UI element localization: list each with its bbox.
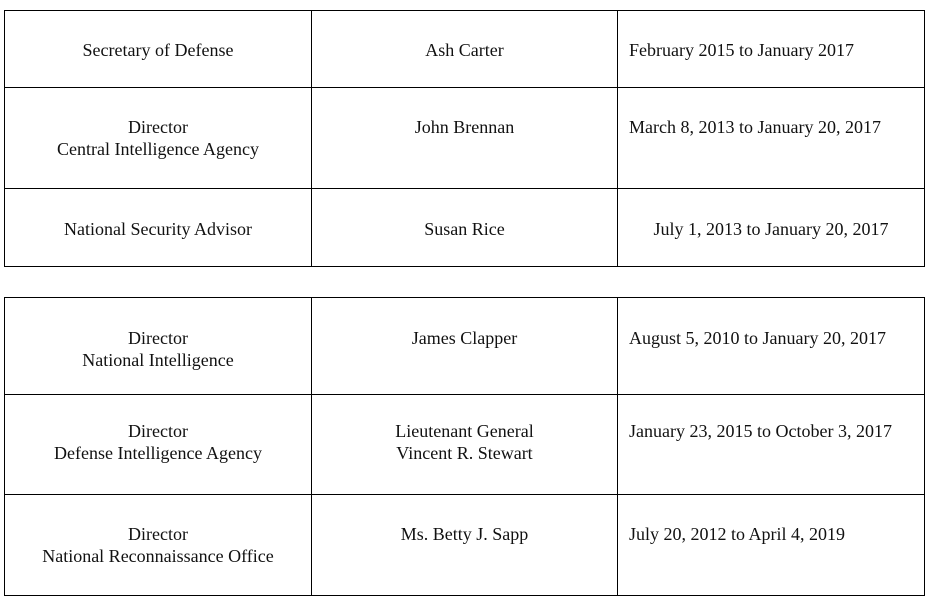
term-cell bbox=[618, 395, 925, 495]
officials-table-1 bbox=[4, 10, 925, 267]
position-line: Secretary of Defense bbox=[82, 40, 234, 60]
position-line: Director bbox=[128, 421, 188, 441]
position-line: National Reconnaissance Office bbox=[42, 546, 274, 566]
table-row bbox=[5, 395, 925, 495]
position-cell bbox=[5, 11, 312, 88]
table-row bbox=[5, 88, 925, 189]
table-row bbox=[5, 298, 925, 395]
table-row bbox=[5, 11, 925, 88]
term-text: July 20, 2012 to April 4, 2019 bbox=[629, 524, 846, 544]
name-cell bbox=[312, 495, 618, 596]
position-line: Defense Intelligence Agency bbox=[54, 443, 262, 463]
position-cell bbox=[5, 495, 312, 596]
term-cell bbox=[618, 495, 925, 596]
term-cell bbox=[618, 88, 925, 189]
name-cell bbox=[312, 189, 618, 267]
position-cell bbox=[5, 298, 312, 395]
table-row bbox=[5, 189, 925, 267]
term-text: July 1, 2013 to January 20, 2017 bbox=[653, 219, 889, 239]
position-cell bbox=[5, 395, 312, 495]
name-cell bbox=[312, 395, 618, 495]
position-cell bbox=[5, 189, 312, 267]
name-cell bbox=[312, 298, 618, 395]
term-cell bbox=[618, 11, 925, 88]
term-text: August 5, 2010 to January 20, 2017 bbox=[629, 328, 886, 348]
position-line: National Intelligence bbox=[82, 350, 234, 370]
name-line: Ash Carter bbox=[425, 40, 504, 60]
name-line: Susan Rice bbox=[424, 219, 505, 239]
position-line: Central Intelligence Agency bbox=[57, 139, 259, 159]
position-line: Director bbox=[128, 117, 188, 137]
position-line: Director bbox=[128, 328, 188, 348]
term-cell bbox=[618, 189, 925, 267]
table-row bbox=[5, 495, 925, 596]
name-line: Lieutenant General bbox=[395, 421, 534, 441]
position-cell bbox=[5, 88, 312, 189]
term-text: January 23, 2015 to October 3, 2017 bbox=[629, 421, 892, 441]
term-text: February 2015 to January 2017 bbox=[629, 40, 854, 60]
name-cell bbox=[312, 88, 618, 189]
name-cell bbox=[312, 11, 618, 88]
term-cell bbox=[618, 298, 925, 395]
position-line: National Security Advisor bbox=[64, 219, 252, 239]
name-line: James Clapper bbox=[411, 328, 518, 348]
position-line: Director bbox=[128, 524, 188, 544]
name-line: Ms. Betty J. Sapp bbox=[400, 524, 529, 544]
name-line: John Brennan bbox=[414, 117, 515, 137]
name-line: Vincent R. Stewart bbox=[396, 443, 533, 463]
officials-table-2 bbox=[4, 297, 925, 596]
term-text: March 8, 2013 to January 20, 2017 bbox=[629, 117, 881, 137]
